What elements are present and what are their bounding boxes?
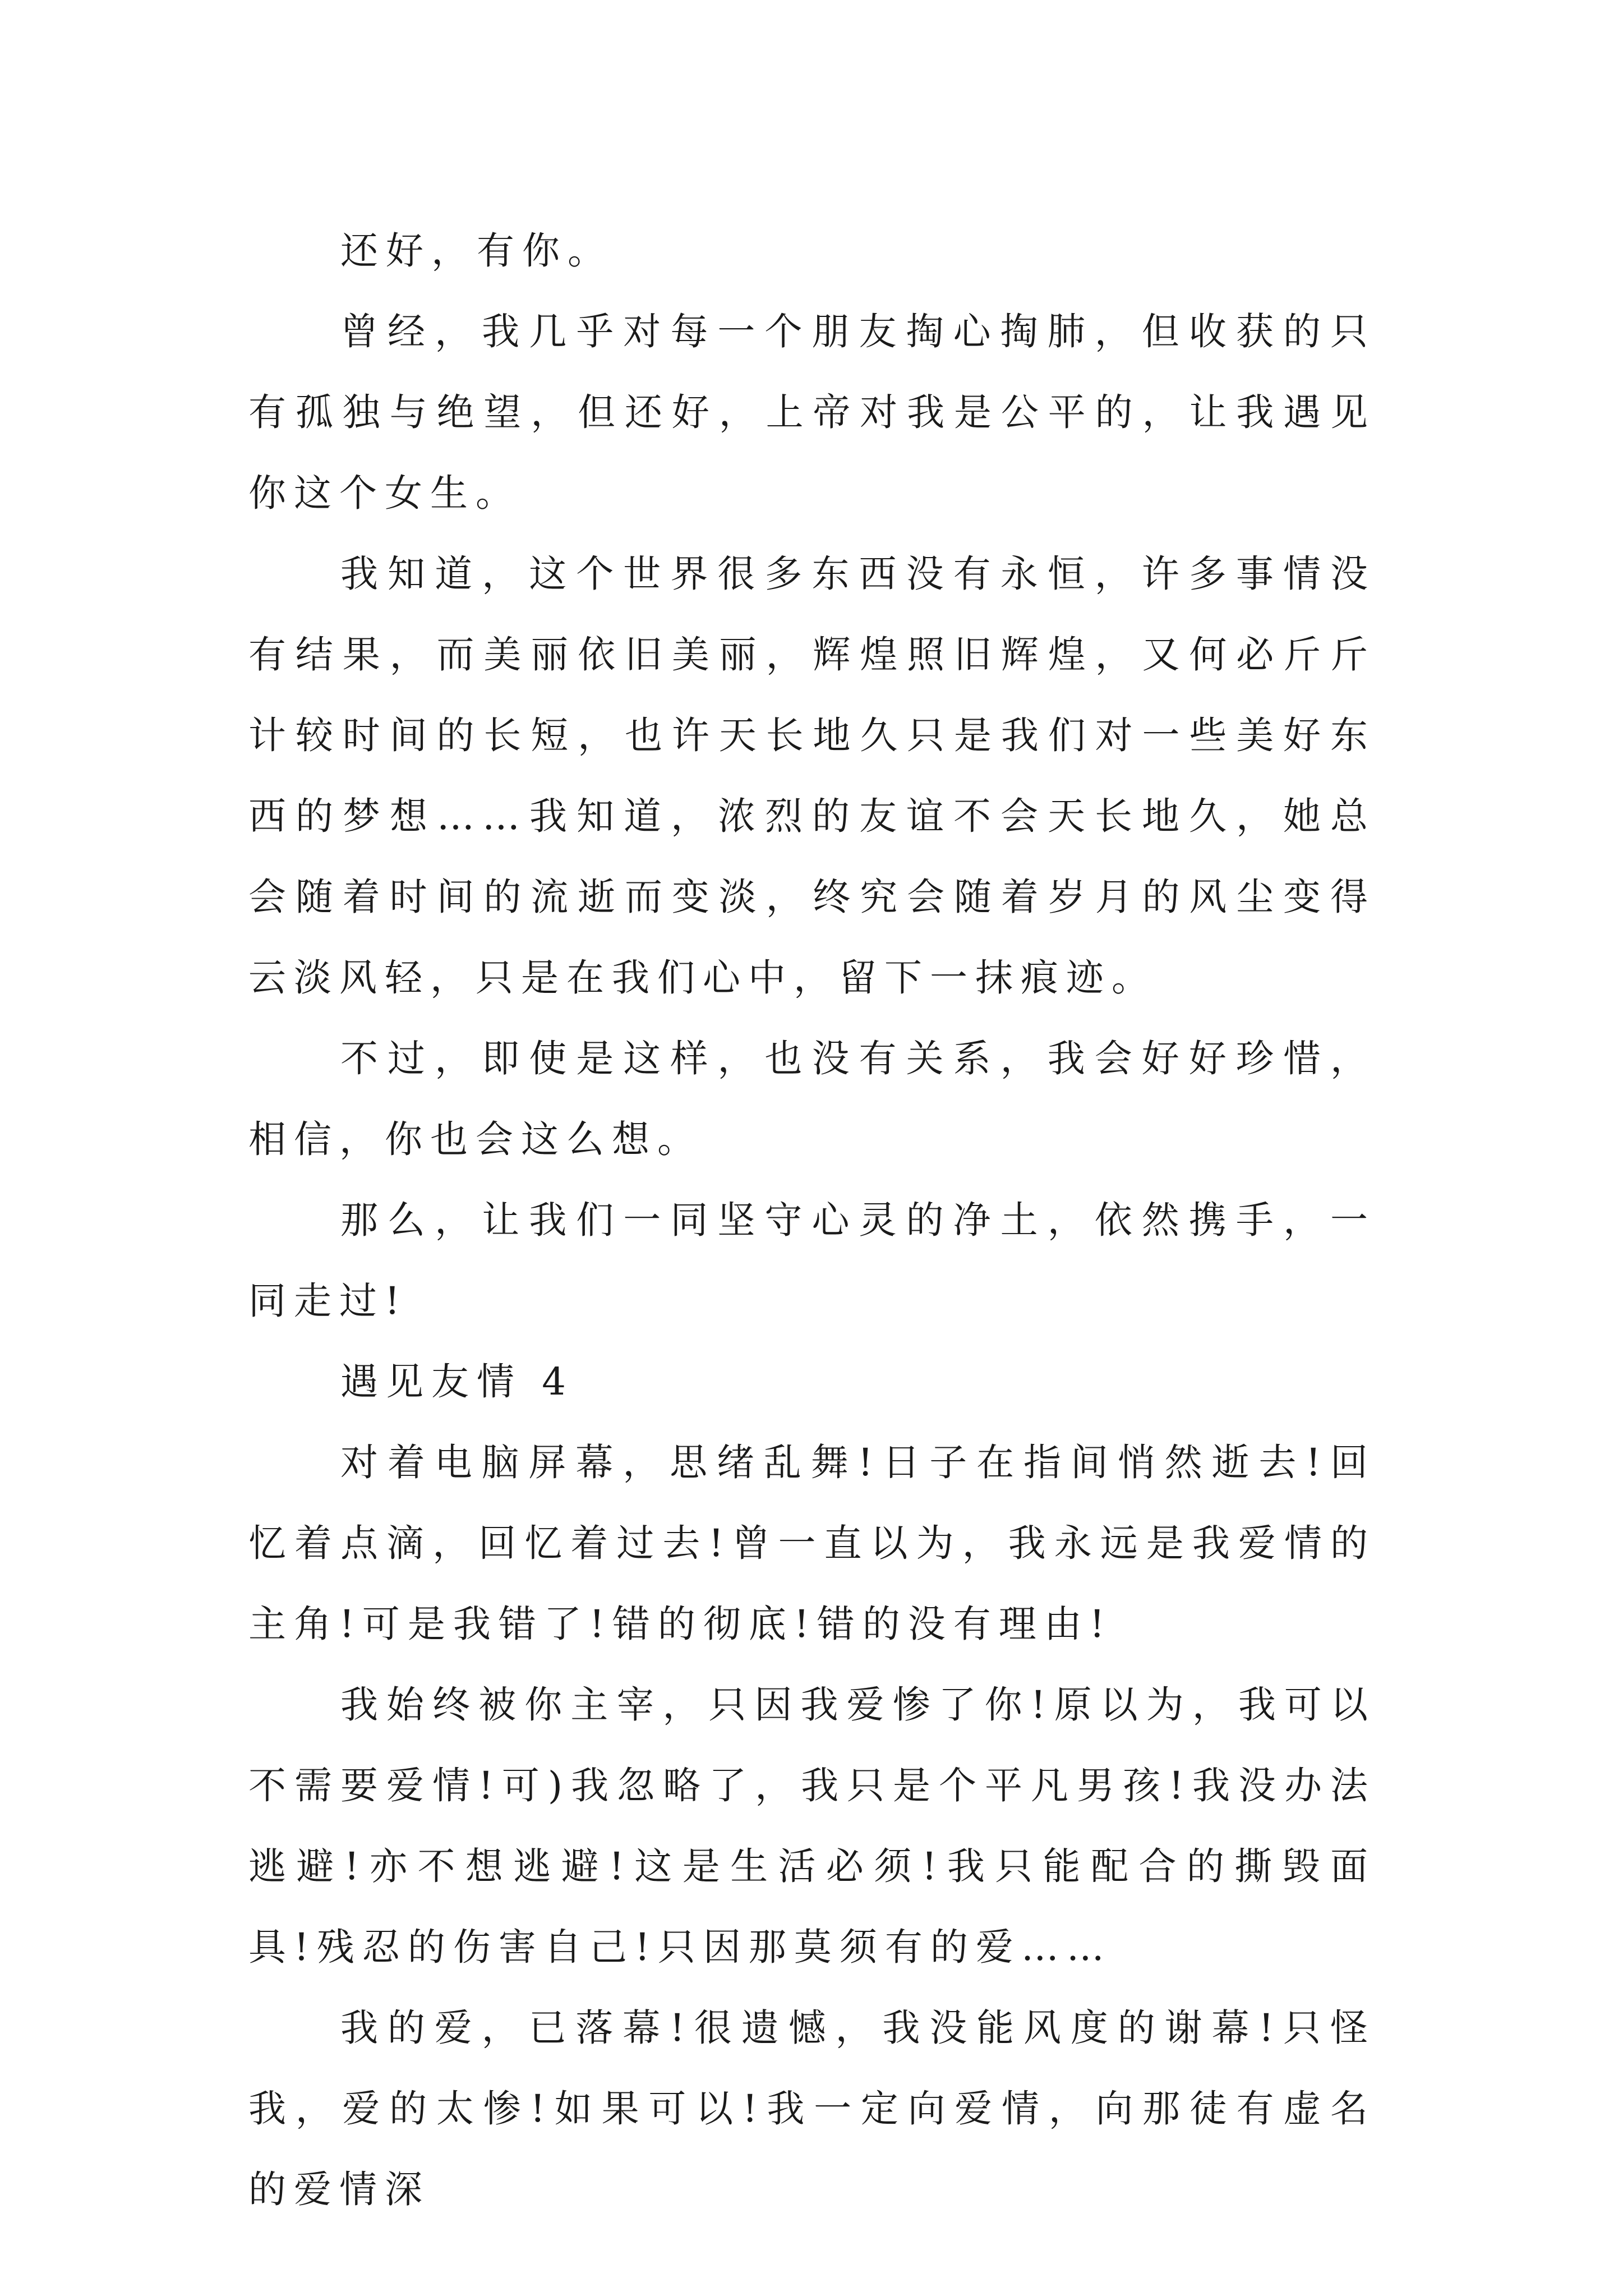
paragraph: 还好，有你。 [340, 229, 613, 273]
paragraph: 那么，让我们一同坚守心灵的净土，依然携手，一同走过! [248, 1198, 1376, 1323]
paragraph: 我始终被你主宰，只因我爱惨了你!原以为，我可以不需要爱情!可)我忽略了，我只是个平凡男孩!我没办法逃避!亦不想逃避!这是生活必须!我只能配合的撕毁面具!残忍的伤害自己!只因那莫须有的爱…… [248, 1683, 1376, 1969]
paragraph: 不过，即使是这样，也没有关系，我会好好珍惜，相信，你也会这么想。 [248, 1037, 1376, 1161]
section-heading: 遇见友情 4 [340, 1360, 574, 1404]
paragraph: 对着电脑屏幕，思绪乱舞!日子在指间悄然逝去!回忆着点滴，回忆着过去!曾一直以为，我永远是我爱情的主角!可是我错了!错的彻底!错的没有理由! [248, 1441, 1376, 1646]
paragraph: 我的爱，已落幕!很遗憾，我没能风度的谢幕!只怪我，爱的太惨!如果可以!我一定向爱情，向那徒有虚名的爱情深 [248, 2006, 1376, 2211]
paragraph: 我知道，这个世界很多东西没有永恒，许多事情没有结果，而美丽依旧美丽，辉煌照旧辉煌，又何必斤斤计较时间的长短，也许天长地久只是我们对一些美好东西的梦想……我知道，浓烈的友谊不会天长地久，她总会随着时间的流逝而变淡，终究会随着岁月的风尘变得云淡风轻，只是在我们心中，留下一抹痕迹。 [248, 552, 1376, 1000]
paragraph: 曾经，我几乎对每一个朋友掏心掏肺，但收获的只有孤独与绝望，但还好，上帝对我是公平的，让我遇见你这个女生。 [248, 310, 1376, 515]
document-body [248, 210, 1376, 2230]
